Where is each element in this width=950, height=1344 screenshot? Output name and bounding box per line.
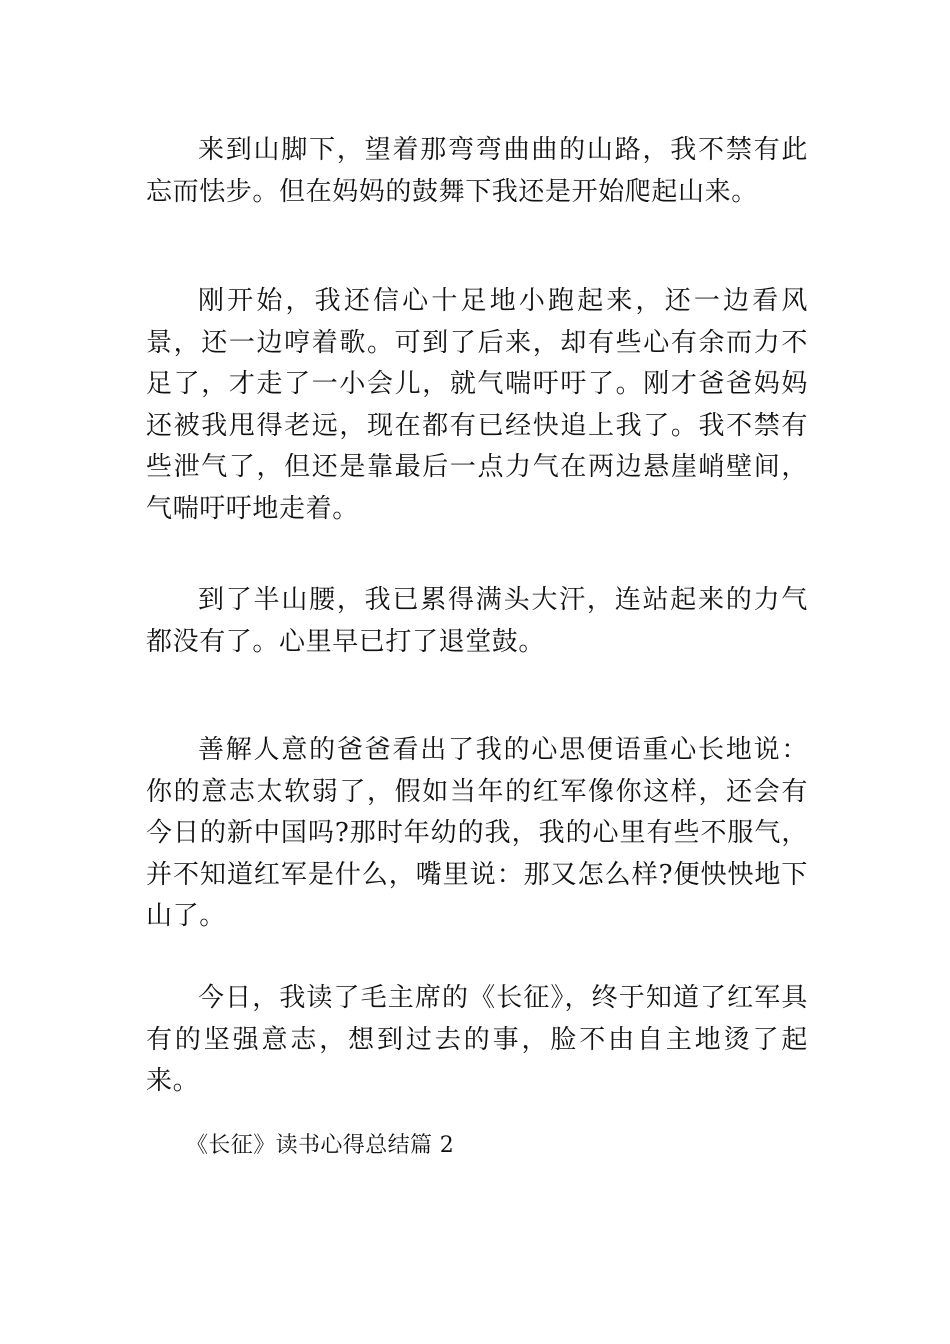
paragraph-3: 到了半山腰，我已累得满头大汗，连站起来的力气都没有了。心里早已打了退堂鼓。 (146, 585, 808, 657)
paragraph-1: 来到山脚下，望着那弯弯曲曲的山路，我不禁有此忘而怯步。但在妈妈的鼓舞下我还是开始爬起山来。 (146, 135, 808, 207)
section-heading: 《长征》读书心得总结篇 2 (186, 1133, 455, 1158)
paragraph-5: 今日，我读了毛主席的《长征》，终于知道了红军具有的坚强意志，想到过去的事，脸不由自主地烫了起来。 (146, 983, 808, 1096)
paragraph-4: 善解人意的爸爸看出了我的心思便语重心长地说：你的意志太软弱了，假如当年的红军像你这样，还会有今日的新中国吗?那时年幼的我，我的心里有些不服气，并不知道红军是什么，嘴里说：那又怎么样?便怏怏地下山了。 (146, 735, 808, 931)
paragraph-2: 刚开始，我还信心十足地小跑起来，还一边看风景，还一边哼着歌。可到了后来，却有些心有余而力不足了，才走了一小会儿，就气喘吁吁了。刚才爸爸妈妈还被我甩得老远，现在都有已经快追上我了。我不禁有些泄气了，但还是靠最后一点力气在两边悬崖峭壁间，气喘吁吁地走着。 (146, 286, 808, 524)
